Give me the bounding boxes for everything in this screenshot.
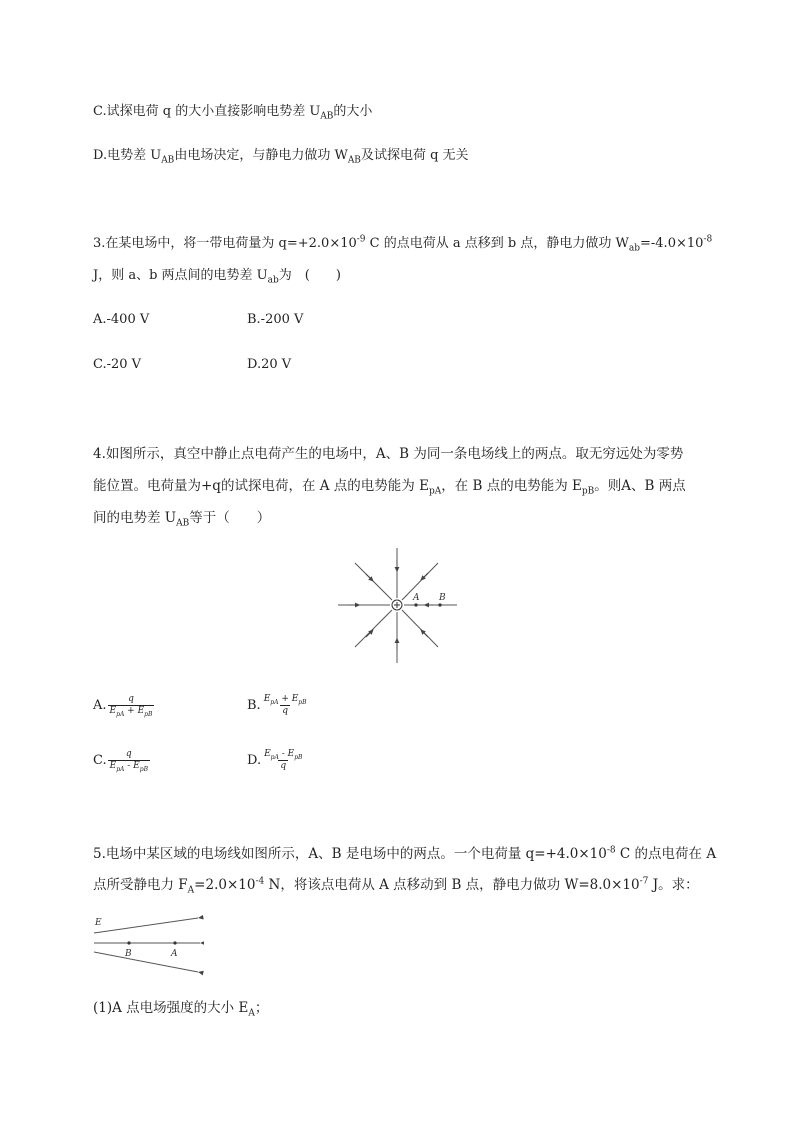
q4-stem-line1: 4.如图所示，真空中静止点电荷产生的电场中，A、B 为同一条电场线上的两点。取无穷远处为零势 — [93, 446, 684, 462]
q4-option-d: D. $\frac{E_{pA} - E_{pB}}{q}$ — [247, 749, 303, 771]
q3-stem-line1: 3.在某电场中，将一带电荷量为 $q=+2.0\times 10^{-9}$ C 的点电荷从 a 点移到 b 点，静电力做功 $W_{ab}=-4.0\times 10^{-8}$ — [93, 234, 713, 254]
q4-option-b: B. $\frac{E_{pA} + E_{pB}}{q}$ — [247, 694, 307, 716]
q4-option-a: A. $\frac{q}{E_{pA} + E_{pB}}$ — [93, 694, 153, 718]
q3-stem-line2: J，则 a、b 两点间的电势差 $U_{ab}$为 ( ) — [93, 268, 341, 286]
label-a: A — [171, 949, 178, 959]
field-lines-diagram — [88, 910, 204, 976]
q3-option-c: C.-20 V — [93, 357, 142, 372]
q4-stem-line3: 间的电势差 $U_{AB}$等于（ ） — [93, 510, 271, 529]
q4-option-c: C. $\frac{q}{E_{pA} - E_{pB}}$ — [93, 749, 148, 773]
q4-stem-line2: 能位置。电荷量为+q的试探电荷，在 A 点的电势能为 $E_{pA}$，在 B 点的电势能为 $E_{pB}$。则A、B 两点 — [93, 478, 686, 497]
q5-subquestion-1: (1)A 点电场强度的大小 $E_A$； — [93, 1000, 269, 1019]
q3-option-a: A.-400 V — [93, 312, 150, 327]
label-a: A — [413, 593, 420, 603]
label-b: B — [125, 949, 132, 959]
point-charge-icon — [392, 600, 402, 610]
q5-stem-line1: 5.电场中某区域的电场线如图所示，A、B 是电场中的两点。一个电荷量 $q=+4.0\times 10^{-8}$ C 的点电荷在 A — [93, 845, 717, 862]
label-e: E — [95, 918, 102, 928]
q2-option-d: D.电势差 $U_{AB}$由电场决定，与静电力做功 $W_{AB}$及试探电荷 q 无关 — [93, 148, 469, 166]
label-b: B — [439, 593, 446, 603]
q2-option-c: C.试探电荷 q 的大小直接影响电势差 $U_{AB}$的大小 — [93, 104, 373, 122]
point-charge-field-diagram — [330, 540, 465, 670]
q3-option-b: B.-200 V — [247, 312, 304, 327]
q5-stem-line2: 点所受静电力 $F_A=2.0\times 10^{-4}$ N，将该点电荷从 A 点移动到 B 点，静电力做功 $W=8.0\times 10^{-7}$ J。求： — [93, 876, 699, 896]
q3-option-d: D.20 V — [247, 357, 292, 372]
